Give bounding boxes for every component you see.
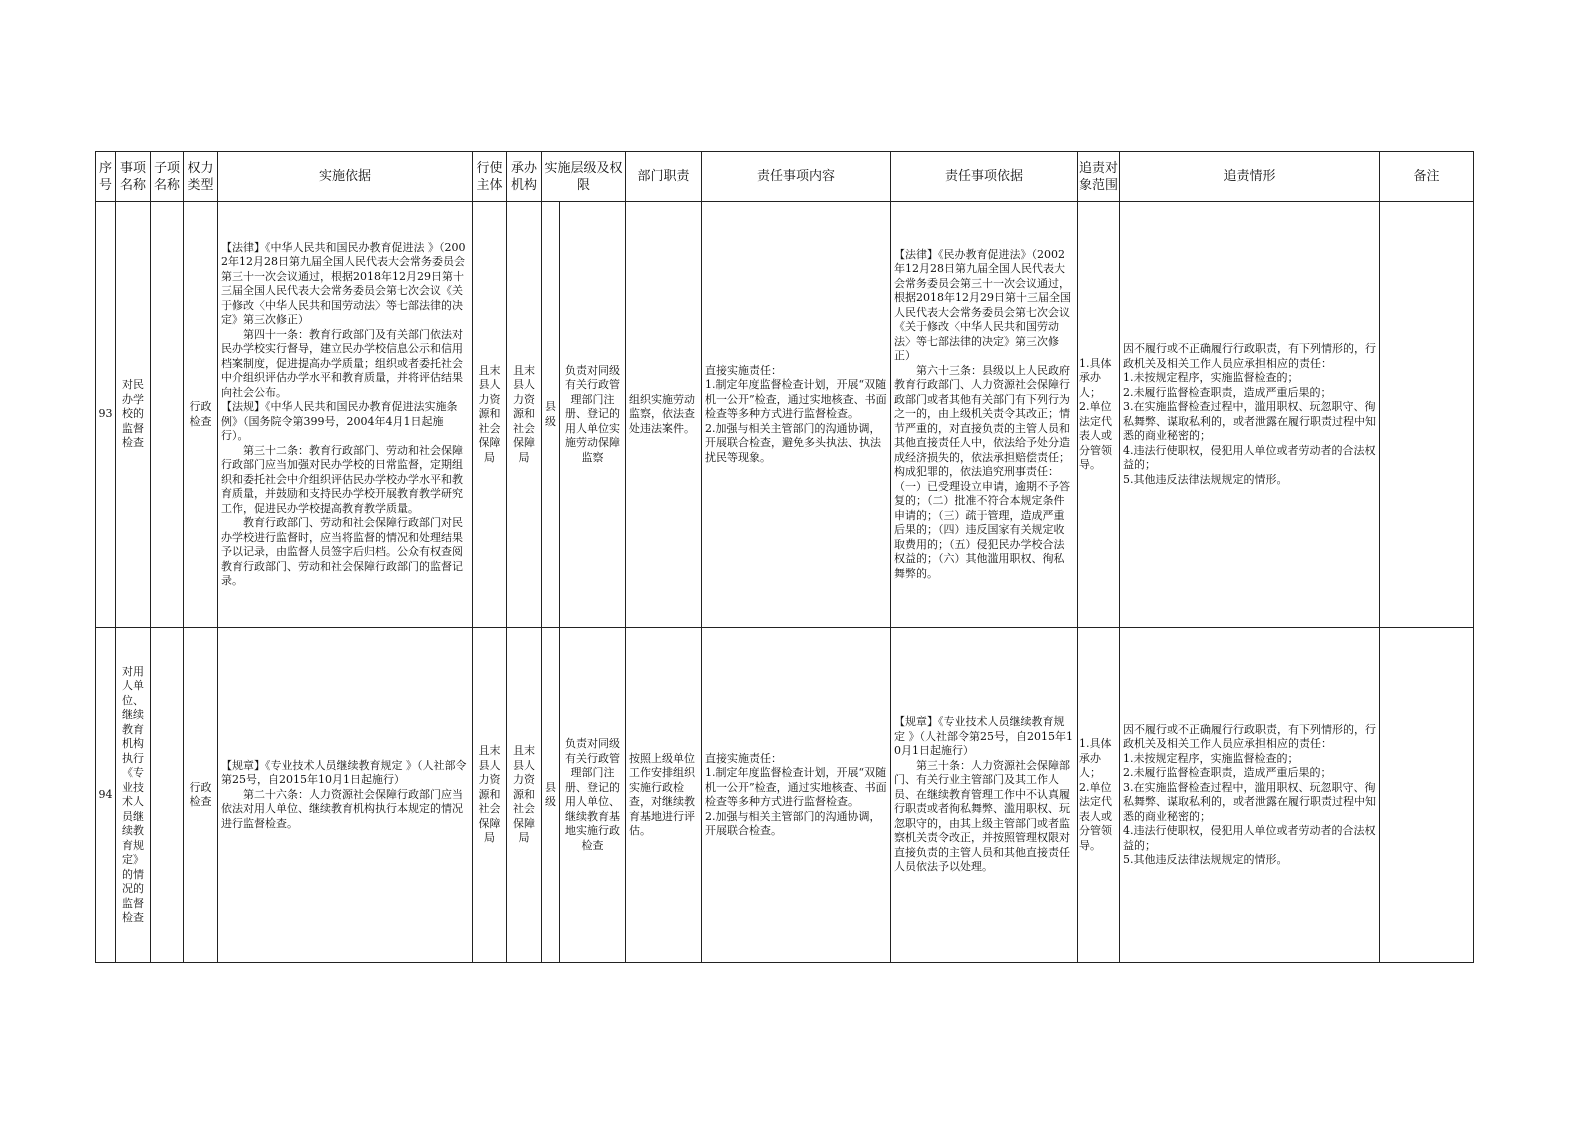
cell-remark	[1380, 202, 1474, 628]
cell-authority: 负责对同级有关行政管理部门注册、登记的用人单位、继续教育基地实施行政检查	[560, 628, 626, 963]
cell-power-type: 行政检查	[184, 628, 218, 963]
cell-scope: 1.具体承办人； 2.单位法定代表人或分管领导。	[1078, 628, 1120, 963]
header-resp-basis: 责任事项依据	[891, 152, 1078, 202]
cell-undertaker: 且末县人力资源和社会保障局	[507, 202, 542, 628]
cell-sub-item	[151, 628, 184, 963]
header-seq: 序号	[96, 152, 116, 202]
cell-scope: 1.具体承办人； 2.单位法定代表人或分管领导。	[1078, 202, 1120, 628]
cell-item-name: 对用人单位、继续教育机构执行《专业技术人员继续教育规定》的情况的监督检查	[116, 628, 151, 963]
header-dept-duty: 部门职责	[626, 152, 702, 202]
header-subject: 行使主体	[473, 152, 507, 202]
cell-remark	[1380, 628, 1474, 963]
cell-resp-basis: 【法律】《民办教育促进法》（2002年12月28日第九届全国人民代表大会常务委员会第三十一次会议通过，根据2018年12月29日第十三届全国人民代表大会常务委员会第七次会议《关于修改〈中华人民共和国劳动法〉等七部法律的决定》第三次修正） 第六十三条：县级以上人民政府教育行政部门、人力资源社会保障行政部门或者其他有关部门有下列行为之一的，由上级机关责令其改正；情节严重的，对直接负责的主管人员和其他直接责任人中，依法给予处分造成经济损失的，依法承担赔偿责任；构成犯罪的，依法追究刑事责任：（一）已受理设立申请，逾期不予答复的；（二）批准不符合本规定条件申请的；（三）疏于管理，造成严重后果的；（四）违反国家有关规定收取费用的；（五）侵犯民办学校合法权益的；（六）其他滥用职权、徇私舞弊的。	[891, 202, 1078, 628]
header-level: 实施层级及权限	[542, 152, 626, 202]
header-remark: 备注	[1380, 152, 1474, 202]
cell-item-name: 对民办学校的监督检查	[116, 202, 151, 628]
cell-power-type: 行政检查	[184, 202, 218, 628]
cell-resp-basis: 【规章】《专业技术人员继续教育规定 》（人社部令第25号，自2015年10月1日起施行） 第三十条：人力资源社会保障部门、有关行业主管部门及其工作人员、在继续教育管理工作中不认真履行职责或者徇私舞弊、滥用职权、玩忽职守的，由其上级主管部门或者监察机关责令改正，并按照管理权限对直接负责的主管人员和其他直接责任人员依法予以处理。	[891, 628, 1078, 963]
responsibility-table	[95, 151, 1474, 963]
header-situation: 追责情形	[1120, 152, 1380, 202]
header-resp-content: 责任事项内容	[702, 152, 891, 202]
cell-situation: 因不履行或不正确履行行政职责，有下列情形的，行政机关及相关工作人员应承担相应的责任： 1.未按规定程序，实施监督检查的； 2.未履行监督检查职责，造成严重后果的； 3.在实施监督检查过程中，滥用职权、玩忽职守、徇私舞弊、谋取私利的，或者泄露在履行职责过程中知悉的商业秘密的； 4.违法行使职权，侵犯用人单位或者劳动者的合法权益的； 5.其他违反法律法规规定的情形。	[1120, 628, 1380, 963]
cell-resp-content: 直接实施责任： 1.制定年度监督检查计划，开展“双随机一公开”检查，通过实地核查、书面检查等多种方式进行监督检查。 2.加强与相关主管部门的沟通协调，开展联合检查，避免多头执法、执法扰民等现象。	[702, 202, 891, 628]
cell-level: 县级	[542, 202, 560, 628]
table-row	[96, 628, 1474, 963]
cell-dept-duty: 组织实施劳动监察，依法查处违法案件。	[626, 202, 702, 628]
cell-resp-content: 直接实施责任： 1.制定年度监督检查计划，开展“双随机一公开”检查，通过实地核查、书面检查等多种方式进行监督检查。 2.加强与相关主管部门的沟通协调，开展联合检查。	[702, 628, 891, 963]
cell-seq: 93	[96, 202, 116, 628]
cell-situation: 因不履行或不正确履行行政职责，有下列情形的，行政机关及相关工作人员应承担相应的责任： 1.未按规定程序，实施监督检查的； 2.未履行监督检查职责，造成严重后果的； 3.在实施监督检查过程中，滥用职权、玩忽职守、徇私舞弊、谋取私利的，或者泄露在履行职责过程中知悉的商业秘密的； 4.违法行使职权，侵犯用人单位或者劳动者的合法权益的； 5.其他违反法律法规规定的情形。	[1120, 202, 1380, 628]
header-power-type: 权力类型	[184, 152, 218, 202]
cell-sub-item	[151, 202, 184, 628]
table-row	[96, 202, 1474, 628]
cell-level: 县级	[542, 628, 560, 963]
header-undertaker: 承办机构	[507, 152, 542, 202]
cell-seq: 94	[96, 628, 116, 963]
header-row	[96, 152, 1474, 202]
cell-undertaker: 且末县人力资源和社会保障局	[507, 628, 542, 963]
header-item-name: 事项名称	[116, 152, 151, 202]
header-scope: 追责对象范围	[1078, 152, 1120, 202]
cell-dept-duty: 按照上级单位工作安排组织实施行政检查，对继续教育基地进行评估。	[626, 628, 702, 963]
cell-basis: 【规章】《专业技术人员继续教育规定 》（人社部令第25号，自2015年10月1日起施行） 第二十六条：人力资源社会保障行政部门应当依法对用人单位、继续教育机构执行本规定的情况进行监督检查。	[218, 628, 473, 963]
cell-authority: 负责对同级有关行政管理部门注册、登记的用人单位实施劳动保障监察	[560, 202, 626, 628]
header-sub-item: 子项名称	[151, 152, 184, 202]
cell-subject: 且末县人力资源和社会保障局	[473, 628, 507, 963]
cell-subject: 且末县人力资源和社会保障局	[473, 202, 507, 628]
cell-basis: 【法律】《中华人民共和国民办教育促进法 》（2002年12月28日第九届全国人民代表大会常务委员会第三十一次会议通过，根据2018年12月29日第十三届全国人民代表大会常务委员会第七次会议《关于修改〈中华人民共和国劳动法〉等七部法律的决定》第三次修正） 第四十一条：教育行政部门及有关部门依法对民办学校实行督导，建立民办学校信息公示和信用档案制度，促进提高办学质量；组织或者委托社会中介组织评估办学水平和教育质量，并将评估结果向社会公布。 【法规】《中华人民共和国民办教育促进法实施条例》（国务院令第399号，2004年4月1日起施行）。 第三十二条：教育行政部门、劳动和社会保障行政部门应当加强对民办学校的日常监督，定期组织和委托社会中介组织评估民办学校办学水平和教育质量，并鼓励和支持民办学校开展教育教学研究工作，促进民办学校提高教育教学质量。 教育行政部门、劳动和社会保障行政部门对民办学校进行监督时，应当将监督的情况和处理结果予以记录，由监督人员签字后归档。公众有权查阅教育行政部门、劳动和社会保障行政部门的监督记录。	[218, 202, 473, 628]
header-basis: 实施依据	[218, 152, 473, 202]
